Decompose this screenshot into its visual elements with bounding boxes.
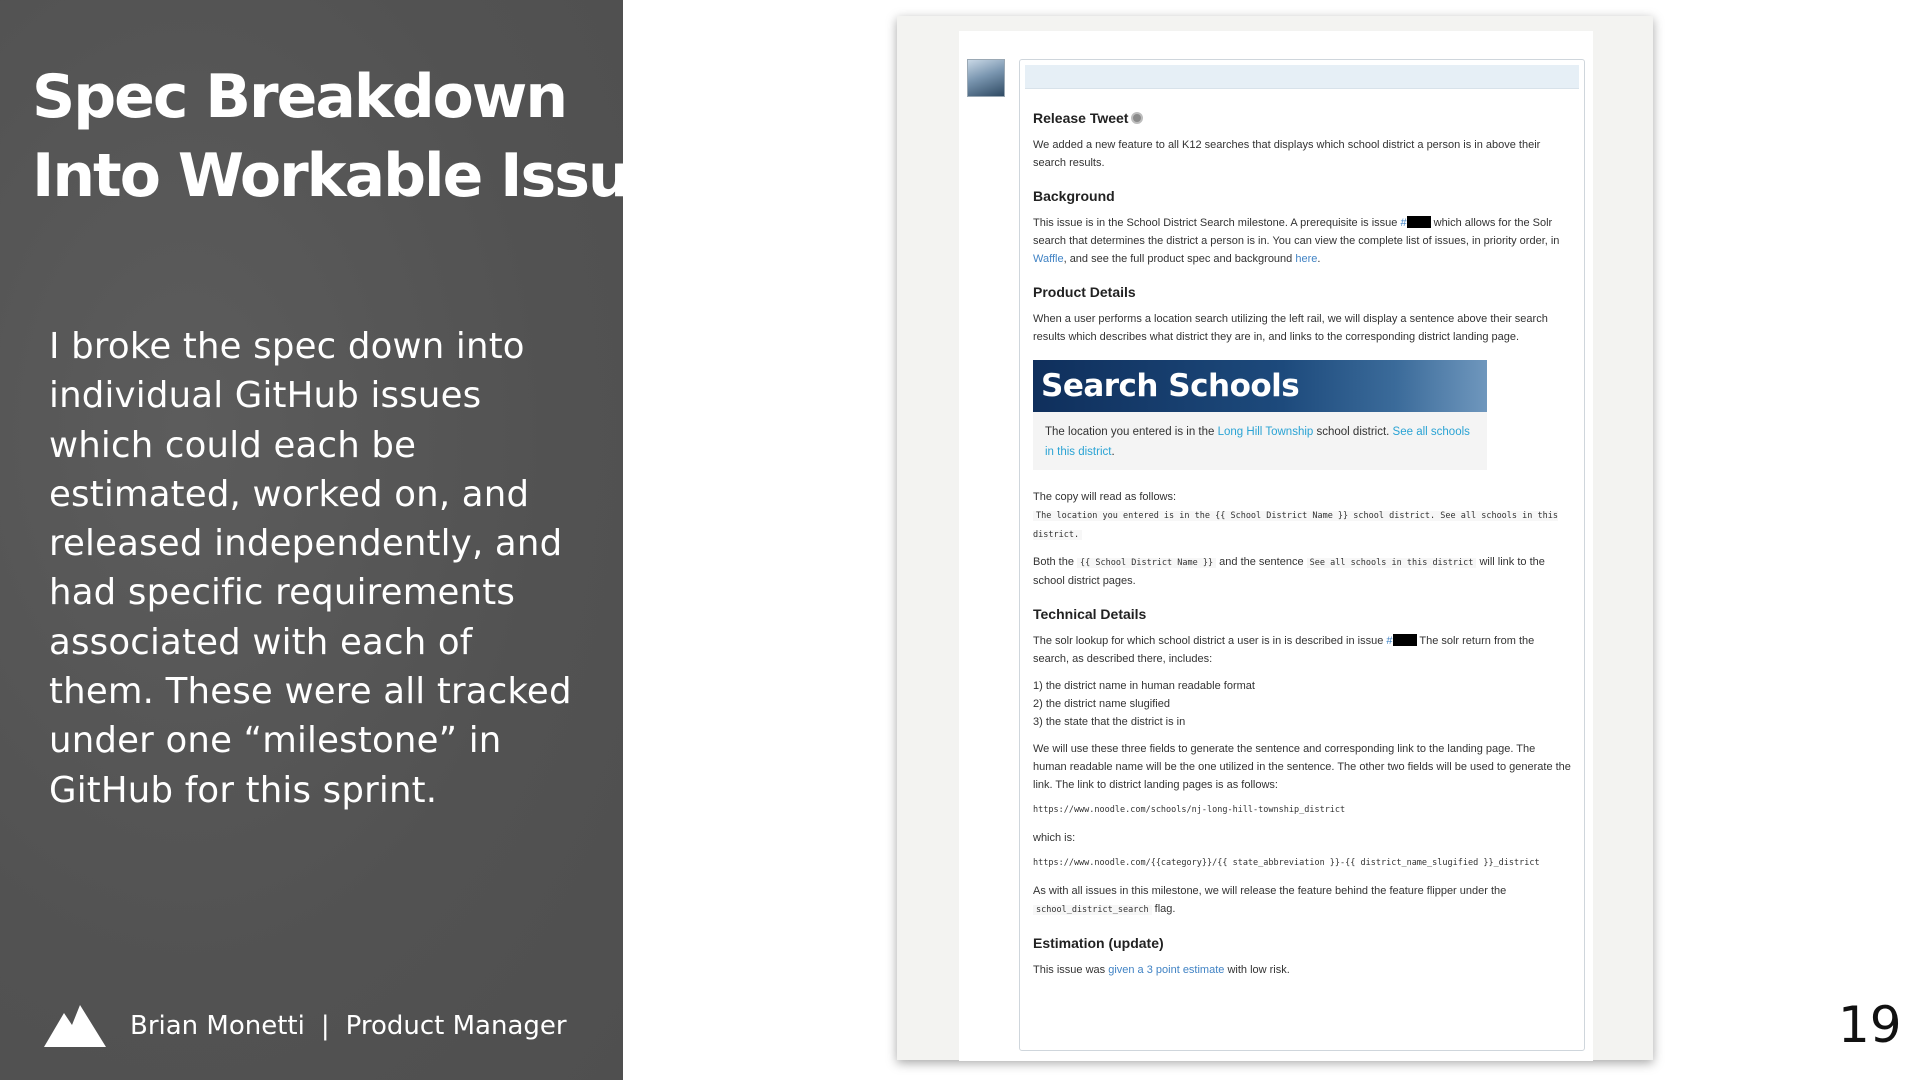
redacted-issue-number (1407, 216, 1431, 228)
product-details-text: When a user performs a location search utilizing the left rail, we will display a sentence above their search results which describes what district they are in, and links to the corresponding district landing page. (1033, 313, 1548, 343)
see-all-schools-link[interactable]: See all schools in this district (1045, 426, 1470, 458)
presenter-role: Product Manager (345, 1011, 567, 1041)
template-url-code: https://www.noodle.com/{{category}}/{{ state_abbreviation }}-{{ district_name_slugified }}_district (1033, 858, 1540, 868)
redacted-issue-number (1393, 634, 1417, 646)
example-url-code: https://www.noodle.com/schools/nj-long-hill-township_district (1033, 805, 1346, 815)
release-tweet-text: We added a new feature to all K12 searches that displays which school district a person is in above their search results. (1033, 139, 1541, 169)
slide-title (32, 58, 702, 216)
copy-code: The location you entered is in the {{ School District Name }} school district. See all schools in this district. (1033, 511, 1558, 540)
estimation-text: This issue was given a 3 point estimate with low risk. (1033, 964, 1290, 976)
both-link-text: Both the {{ School District Name }} and the sentence See all schools in this district will link to the school district pages. (1033, 556, 1545, 587)
slide-footer (44, 1002, 567, 1050)
footer-separator: | (320, 1011, 330, 1041)
which-is-text: which is: (1033, 832, 1076, 844)
comment-header (1025, 65, 1579, 89)
slide-body-text: I broke the spec down into individual GitHub issues which could each be estimated, worked on, and released independently, and had specific requirements associated with each of them. These were all tracked under one “milestone” in GitHub for this sprint. (49, 326, 572, 811)
background-heading: Background (1033, 188, 1115, 204)
link-anchor-icon[interactable] (1131, 112, 1143, 124)
presenter-name: Brian Monetti (130, 1011, 305, 1041)
issue-comment-box (1019, 59, 1585, 1051)
slide-sidebar (0, 0, 702, 1080)
user-avatar[interactable] (967, 59, 1005, 97)
solr-issue-link[interactable]: # (1386, 635, 1416, 647)
issue-page (959, 31, 1593, 1061)
district-sentence-mockup: The location you entered is in the Long Hill Township school district. See all schools in this district. (1033, 412, 1487, 470)
district-name-code: {{ School District Name }} (1077, 558, 1216, 568)
district-name-link[interactable]: Long Hill Township (1217, 426, 1314, 438)
product-details-heading: Product Details (1033, 284, 1136, 300)
see-all-code: See all schools in this district (1307, 558, 1477, 568)
feature-flag-code: school_district_search (1033, 905, 1152, 915)
list-item: 1) the district name in human readable format (1033, 680, 1255, 692)
estimate-link[interactable]: given a 3 point estimate (1108, 964, 1225, 976)
slide-title-line-1: Spec Breakdown (32, 62, 567, 132)
spec-here-link[interactable]: here (1295, 253, 1318, 265)
technical-details-heading: Technical Details (1033, 606, 1147, 622)
prerequisite-issue-link[interactable]: # (1400, 217, 1430, 229)
release-tweet-heading: Release Tweet (1033, 109, 1571, 127)
estimation-heading: Estimation (update) (1033, 935, 1164, 951)
list-item: 2) the district name slugified (1033, 698, 1170, 710)
issue-screenshot-card (897, 16, 1653, 1060)
issue-body (1020, 94, 1584, 979)
waffle-link[interactable]: Waffle (1033, 253, 1064, 265)
feature-flag-text: As with all issues in this milestone, we will release the feature behind the feature flipper under the school_district_search flag. (1033, 885, 1507, 915)
solr-lookup-text: The solr lookup for which school district a user is in is described in issue # The solr return from the search, as described there, includes: (1033, 635, 1535, 665)
list-item: 3) the state that the district is in (1033, 716, 1186, 728)
background-text: This issue is in the School District Search milestone. A prerequisite is issue # which allows for the Solr search that determines the district a person is in. You can view the complete list of issues, in priority order, in Waffle, and see the full product spec and background here. (1033, 217, 1560, 265)
fields-usage-text: We will use these three fields to generate the sentence and corresponding link to the landing page. The human readable name will be the one utilized in the sentence. The other two fields will be used to generate the link. The link to district landing pages is as follows: (1033, 743, 1571, 791)
copy-intro: The copy will read as follows: The location you entered is in the {{ School District Name }} school district. See all schools in this district. (1033, 491, 1558, 540)
slide-title-line-2: Into Workable Issues (32, 141, 702, 211)
solr-return-list (1033, 677, 1571, 731)
search-schools-banner: Search Schools (1033, 360, 1487, 412)
page-number: 19 (1838, 996, 1902, 1054)
mountain-logo-icon (44, 1005, 106, 1047)
